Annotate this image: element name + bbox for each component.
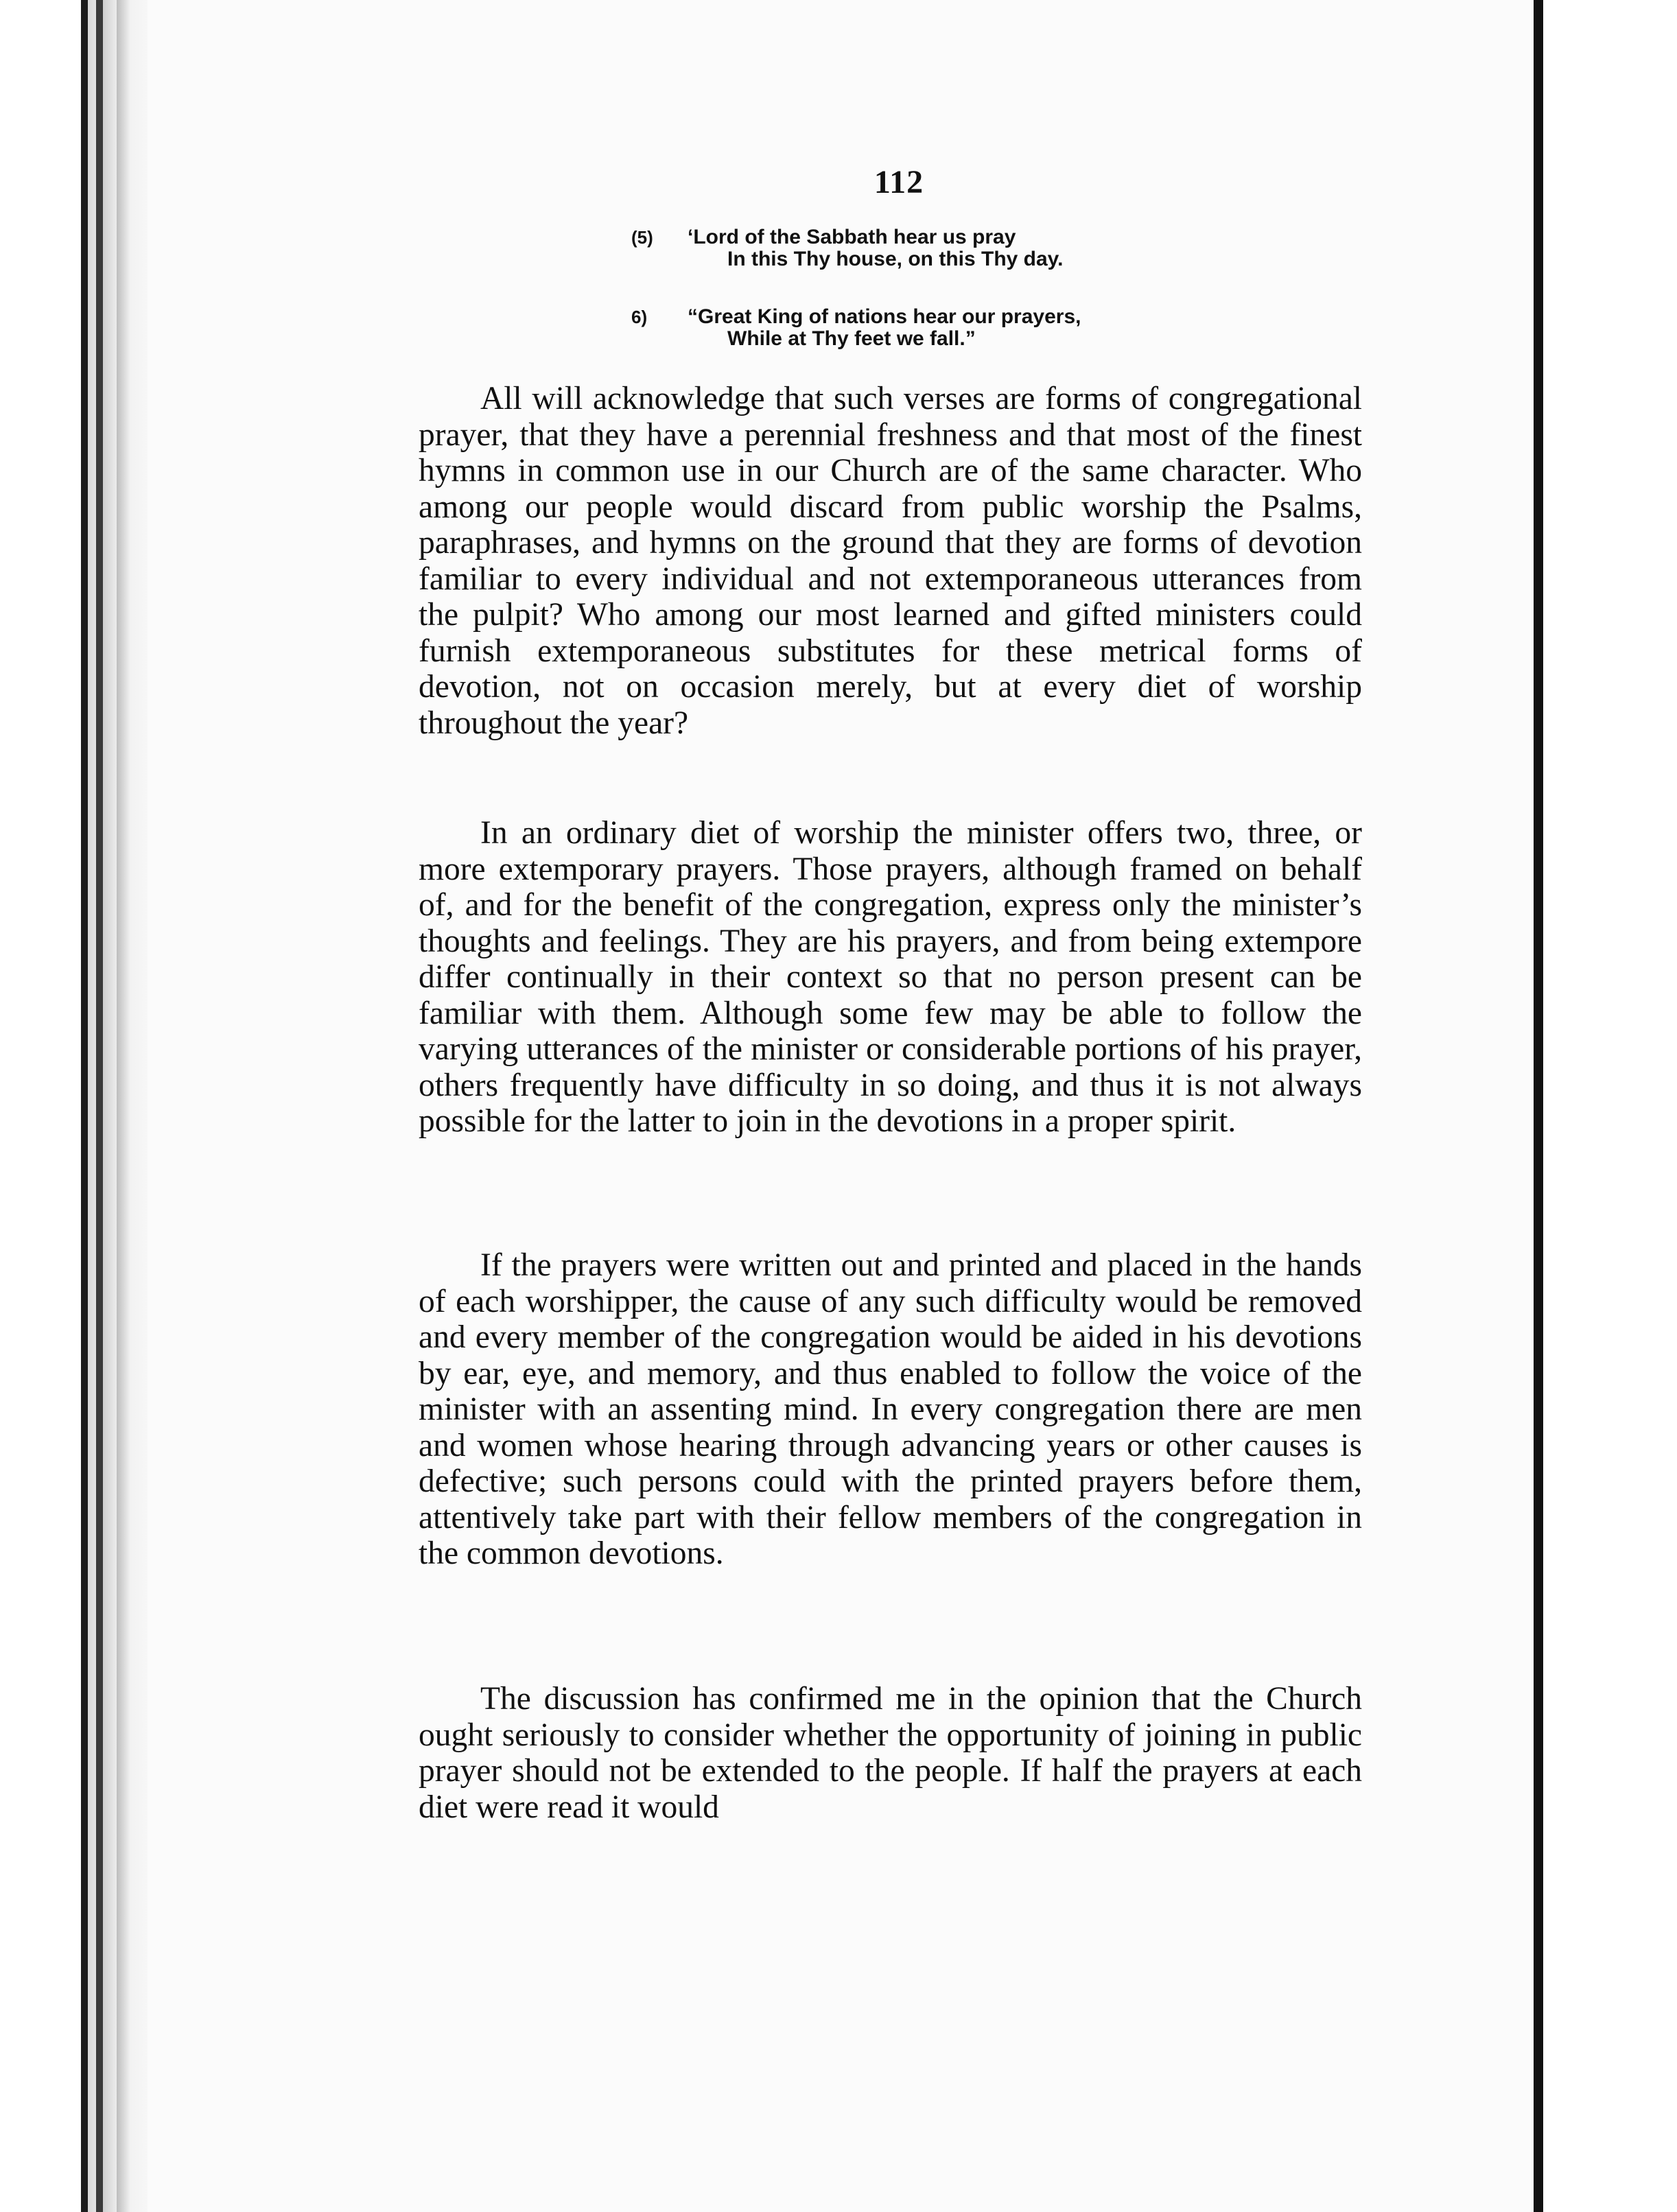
verse-number: (5): [631, 227, 653, 248]
paragraph: The discussion has confirmed me in the opinion that the Church ought seriously to consider whether the opportunity of joining in public prayer should not be extended to the people. If half the prayers at each diet were read it would: [419, 1681, 1362, 1825]
verse-line: “Great King of nations hear our prayers,: [688, 305, 1081, 328]
page-edge: [1534, 0, 1543, 2212]
scan-margin: [1543, 0, 1677, 2212]
page-number: 112: [873, 164, 924, 200]
verse-line: In this Thy house, on this Thy day.: [727, 248, 1064, 270]
paragraph: If the prayers were written out and printed and placed in the hands of each worshipper, the cause of any such difficulty would be removed and every member of the congregation would be aided in his devotions by ear, eye, and memory, and thus enabled to follow the voice of the minister with an assenting mind. In every congregation there are men and women whose hearing through advancing years or other causes is defective; such persons could with the printed prayers before them, attentively take part with their fellow members of the congregation in the common devotions.: [419, 1247, 1362, 1571]
paragraph: All will acknowledge that such verses are forms of congregational prayer, that they have a perennial freshness and that most of the finest hymns in common use in our Church are of the same character. Who among our people would discard from public worship the Psalms, paraphrases, and hymns on the ground that they are forms of devotion familiar to every individual and not extemporaneous utterances from the pulpit? Who among our most learned and gifted ministers could furnish extemporaneous substitutes for these metrical forms of devotion, not on occasion merely, but at every diet of worship throughout the year?: [419, 381, 1362, 741]
book-gutter: [0, 0, 148, 2212]
verse-number: 6): [631, 307, 648, 327]
verse-line: ‘Lord of the Sabbath hear us pray: [688, 226, 1016, 248]
paragraph: In an ordinary diet of worship the minister offers two, three, or more extemporary prayers. Those prayers, although framed on behalf of, and for the benefit of the congregation, express only the minister’s thoughts and feelings. They are his prayers, and from being extempore differ continually in their context so that no person present can be familiar with them. Although some few may be able to follow the varying utterances of the minister or considerable portions of his prayer, others frequently have difficulty in so doing, and thus it is not always possible for the latter to join in the devotions in a proper spirit.: [419, 815, 1362, 1139]
verse-line: While at Thy feet we fall.”: [727, 327, 976, 350]
